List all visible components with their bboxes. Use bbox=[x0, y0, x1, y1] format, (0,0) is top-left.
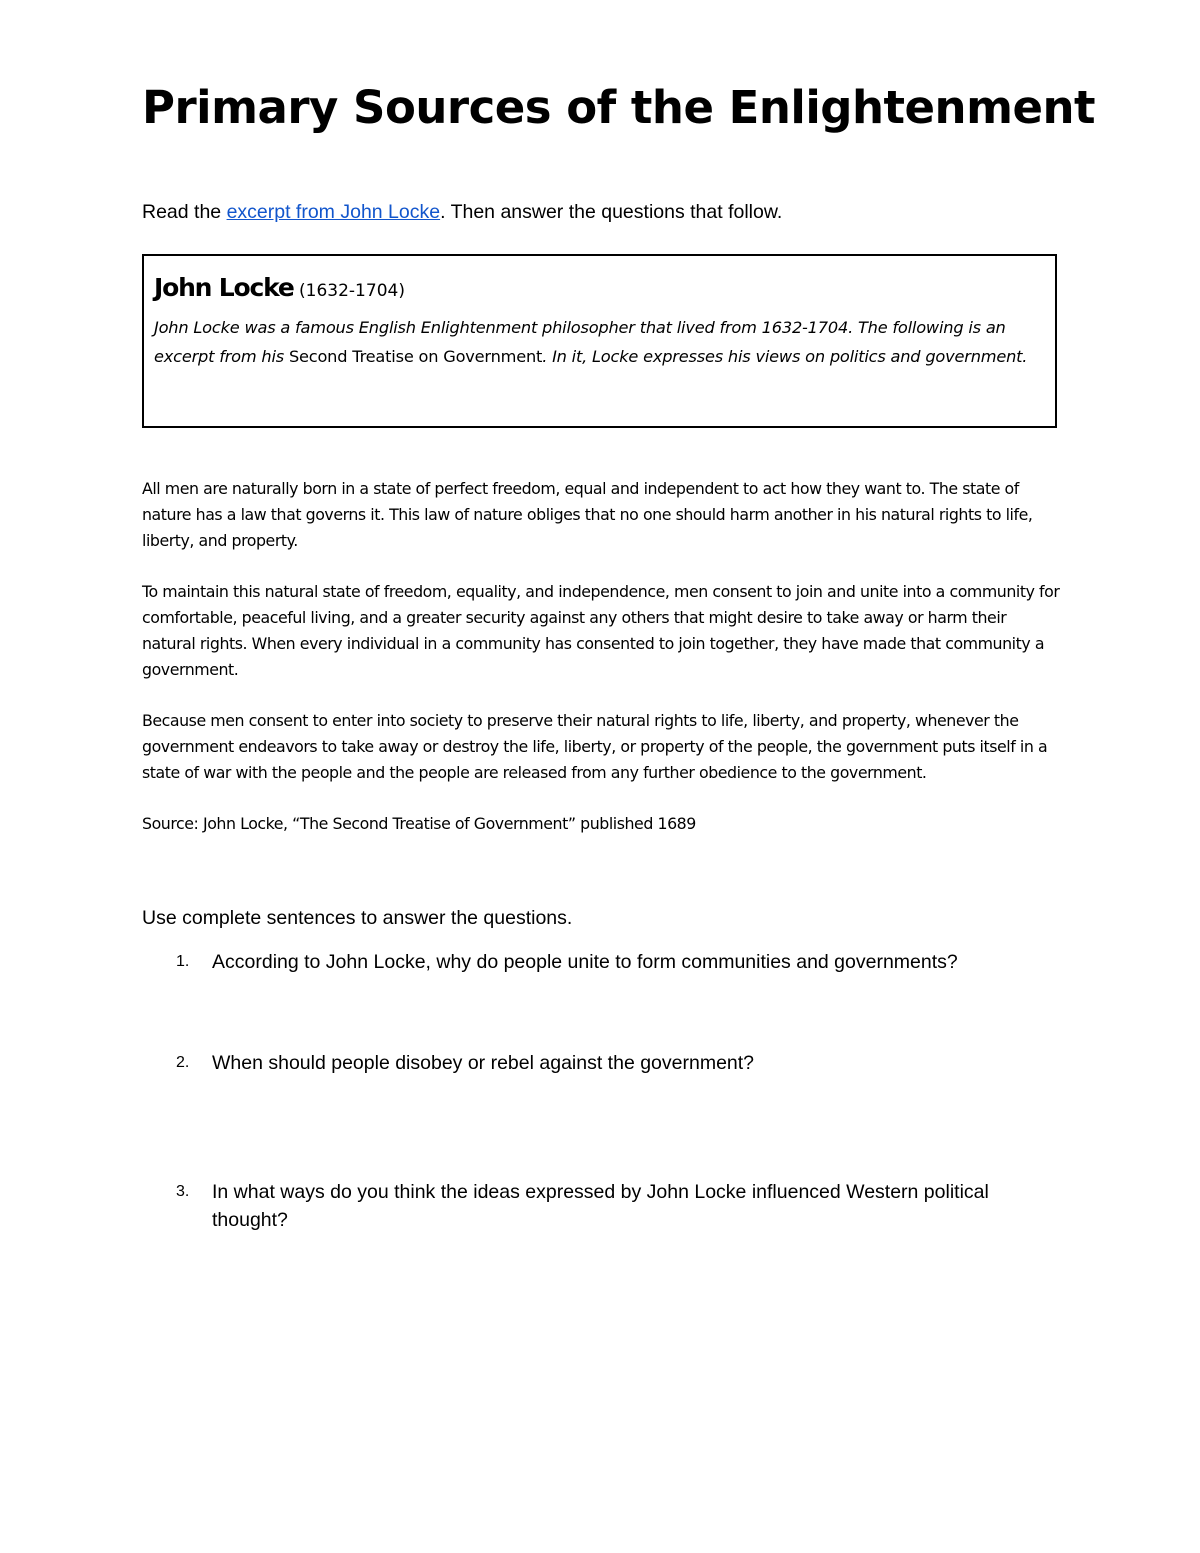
question-text: According to John Locke, why do people unite to form communities and governments? bbox=[212, 951, 958, 973]
bio-text-part2: on bbox=[413, 346, 444, 366]
question-text: When should people disobey or rebel against the government? bbox=[212, 1052, 755, 1074]
bio-box bbox=[142, 254, 1057, 428]
bio-dates: (1632-1704) bbox=[293, 281, 405, 301]
intro-text-before: Read the bbox=[142, 201, 227, 223]
instructions: Use complete sentences to answer the questions. bbox=[142, 907, 573, 929]
question-number: 3. bbox=[176, 1183, 190, 1200]
question-number: 1. bbox=[176, 953, 190, 970]
bio-heading bbox=[154, 270, 1045, 306]
page-title: Primary Sources of the Enlightenment bbox=[142, 81, 1096, 134]
bio-text-part1: John Locke was a famous English Enlightenment philosopher that lived from 1632-1704. The following is an excerpt from his bbox=[154, 318, 1006, 366]
bio-text-part3: . In it, Locke expresses his views on politics and government. bbox=[542, 346, 1028, 366]
locke-excerpt bbox=[142, 476, 1062, 837]
excerpt-paragraph-1: All men are naturally born in a state of perfect freedom, equal and independent to act how they want to. The state of nature has a law that governs it. This law of nature obliges that no one should harm another in his natural rights to life, liberty, and property. bbox=[142, 479, 1033, 550]
excerpt-source: Source: John Locke, “The Second Treatise of Government” published 1689 bbox=[142, 814, 696, 834]
excerpt-paragraph-3: Because men consent to enter into society to preserve their natural rights to life, liberty, and property, whenever the government endeavors to take away or destroy the life, liberty, or property of the people, the government puts itself in a state of war with the people and the people are released from any further obedience to the government. bbox=[142, 711, 1048, 782]
bio-description bbox=[154, 314, 1045, 371]
question-2 bbox=[176, 1049, 1036, 1077]
intro-text-after: . Then answer the questions that follow. bbox=[440, 201, 783, 223]
intro-line bbox=[142, 198, 782, 226]
question-text: In what ways do you think the ideas expressed by John Locke influenced Western political thought? bbox=[212, 1181, 989, 1231]
bio-work-title: Second Treatise bbox=[288, 346, 414, 366]
question-1 bbox=[176, 948, 1036, 976]
excerpt-link[interactable]: excerpt from John Locke bbox=[226, 201, 441, 223]
bio-work-title-2: Government bbox=[443, 346, 543, 366]
question-3 bbox=[176, 1178, 1036, 1234]
bio-name: John Locke bbox=[154, 273, 294, 302]
question-number: 2. bbox=[176, 1054, 190, 1071]
excerpt-paragraph-2: To maintain this natural state of freedom, equality, and independence, men consent to join and unite into a community for comfortable, peaceful living, and a greater security against any others that might desire to take away or harm their natural rights. When every individual in a community has consented to join together, they have made that community a government. bbox=[142, 582, 1060, 679]
